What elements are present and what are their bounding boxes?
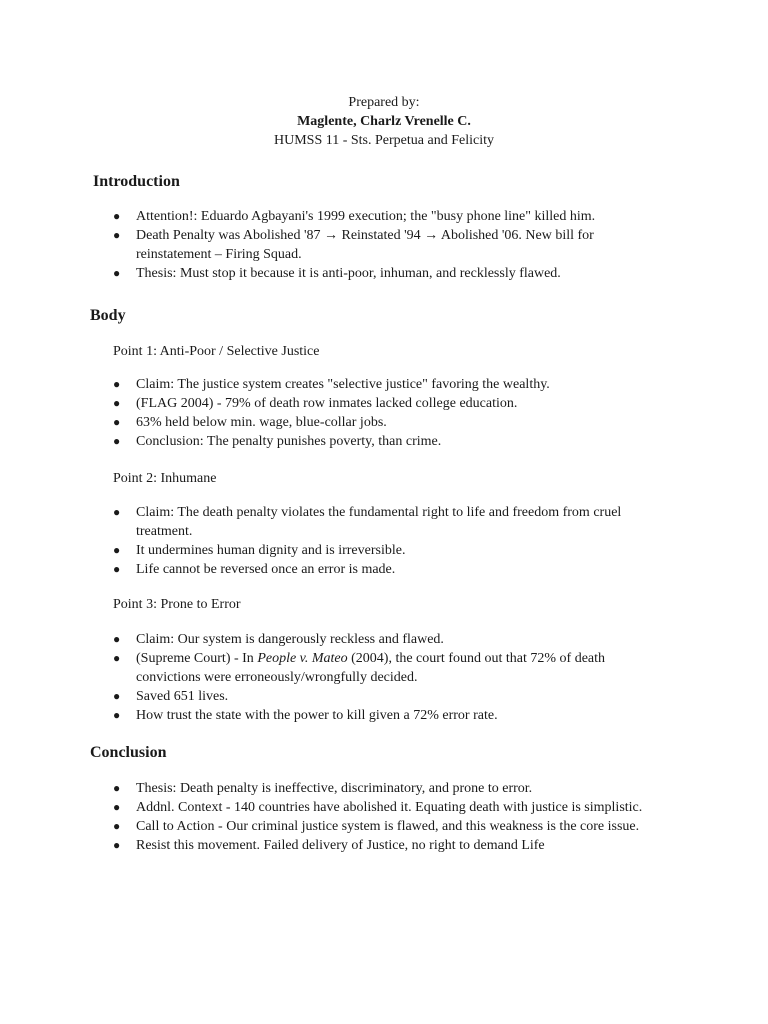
list-item: ● Death Penalty was Abolished '87 → Reinstated '94 → Abolished '06. New bill for reinstatement – Firing Squad. [113,228,594,262]
conclusion-heading: Conclusion [90,744,167,761]
point-1-list [0,375,768,451]
list-item: ● It undermines human dignity and is irreversible. [113,543,406,558]
list-item: ● Thesis: Death penalty is ineffective, discriminatory, and prone to error. [113,781,533,796]
bullet-icon: ● [113,632,121,646]
point-1-title: Point 1: Anti-Poor / Selective Justice [113,344,320,359]
list-item: ● (Supreme Court) - In People v. Mateo (2004), the court found out that 72% of death convictions were erroneously/wrongfully decided. [113,651,606,685]
list-item: ● (FLAG 2004) - 79% of death row inmates lacked college education. [113,396,518,411]
list-item: ● How trust the state with the power to kill given a 72% error rate. [113,708,498,723]
bullet-icon: ● [113,651,121,665]
author-name: Maglente, Charlz Vrenelle C. [297,114,471,129]
bullet-icon: ● [113,543,121,557]
list-item: ● Thesis: Must stop it because it is anti-poor, inhuman, and recklessly flawed. [113,266,561,281]
bullet-icon: ● [113,266,121,280]
prepared-by-label: Prepared by: [348,95,420,110]
list-item: ● Attention!: Eduardo Agbayani's 1999 execution; the "busy phone line" killed him. [113,209,596,224]
bullet-icon: ● [113,228,121,242]
bullet-icon: ● [113,800,121,814]
list-item: ● Resist this movement. Failed delivery of Justice, no right to demand Life [113,838,545,853]
bullet-icon: ● [113,689,121,703]
body-heading: Body [90,307,126,324]
point-3-list [0,630,768,725]
bullet-icon: ● [113,838,121,852]
point-3-title: Point 3: Prone to Error [113,597,241,612]
bullet-icon: ● [113,377,121,391]
point-2-title: Point 2: Inhumane [113,471,217,486]
list-item: ● Claim: Our system is dangerously reckless and flawed. [113,632,444,647]
list-item: ● 63% held below min. wage, blue-collar jobs. [113,415,387,430]
bullet-icon: ● [113,415,121,429]
list-item: ● Call to Action - Our criminal justice system is flawed, and this weakness is the core issue. [113,819,640,834]
list-item: ● Conclusion: The penalty punishes poverty, than crime. [113,434,442,449]
bullet-icon: ● [113,209,121,223]
list-item: ● Claim: The justice system creates "selective justice" favoring the wealthy. [113,377,550,392]
list-item: ● Life cannot be reversed once an error is made. [113,562,396,577]
bullet-icon: ● [113,505,121,519]
conclusion-list [0,779,768,855]
list-item: ● Claim: The death penalty violates the fundamental right to life and freedom from cruel treatment. [113,505,622,539]
bullet-icon: ● [113,819,121,833]
bullet-icon: ● [113,434,121,448]
bullet-icon: ● [113,562,121,576]
list-item: ● Saved 651 lives. [113,689,229,704]
point-2-list [0,503,768,579]
bullet-icon: ● [113,708,121,722]
introduction-heading: Introduction [93,173,180,190]
list-item: ● Addnl. Context - 140 countries have abolished it. Equating death with justice is simplistic. [113,800,643,815]
bullet-icon: ● [113,396,121,410]
class-section: HUMSS 11 - Sts. Perpetua and Felicity [274,133,494,148]
document-header [0,93,768,150]
case-name: People v. Mateo [257,651,348,666]
introduction-list [0,207,768,283]
bullet-icon: ● [113,781,121,795]
